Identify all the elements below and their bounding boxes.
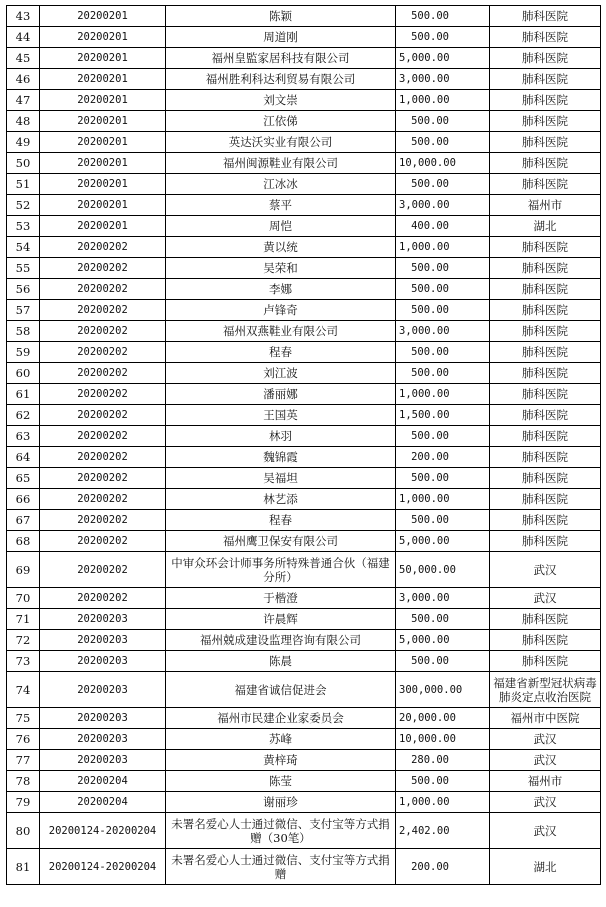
donation-amount: 500.00 [396,6,490,27]
donation-destination: 肺科医院 [490,237,601,258]
donor-name: 周恺 [166,216,396,237]
donation-destination: 肺科医院 [490,384,601,405]
donation-amount: 5,000.00 [396,48,490,69]
donation-amount: 500.00 [396,132,490,153]
table-row [7,69,601,90]
donation-destination: 武汉 [490,750,601,771]
table-row [7,90,601,111]
donation-date: 20200202 [40,300,166,321]
donor-name: 中审众环会计师事务所特殊普通合伙（福建分所） [166,552,396,588]
donor-name: 王国英 [166,405,396,426]
table-row [7,48,601,69]
table-row [7,447,601,468]
donation-amount: 1,000.00 [396,384,490,405]
donation-amount: 1,000.00 [396,237,490,258]
donation-date: 20200124-20200204 [40,849,166,885]
donation-date: 20200203 [40,651,166,672]
table-row [7,237,601,258]
donation-date: 20200201 [40,132,166,153]
donation-amount: 200.00 [396,849,490,885]
donor-name: 谢丽珍 [166,792,396,813]
donor-name: 林羽 [166,426,396,447]
donation-amount: 1,500.00 [396,405,490,426]
donor-name: 陈颖 [166,6,396,27]
donation-amount: 3,000.00 [396,195,490,216]
row-number: 43 [7,6,40,27]
donation-amount: 300,000.00 [396,672,490,708]
row-number: 75 [7,708,40,729]
row-number: 63 [7,426,40,447]
donation-amount: 280.00 [396,750,490,771]
donation-destination: 肺科医院 [490,174,601,195]
row-number: 69 [7,552,40,588]
table-row [7,588,601,609]
donation-destination: 肺科医院 [490,363,601,384]
table-row [7,468,601,489]
donor-name: 吴福坦 [166,468,396,489]
table-row [7,792,601,813]
donor-name: 刘文崇 [166,90,396,111]
donor-name: 吴荣和 [166,258,396,279]
table-row [7,609,601,630]
donation-date: 20200201 [40,216,166,237]
donor-name: 黄以统 [166,237,396,258]
donation-destination: 肺科医院 [490,27,601,48]
donation-amount: 1,000.00 [396,90,490,111]
donation-amount: 5,000.00 [396,531,490,552]
donor-name: 潘丽娜 [166,384,396,405]
donation-date: 20200201 [40,174,166,195]
table-row [7,300,601,321]
table-row [7,195,601,216]
table-row [7,708,601,729]
donation-date: 20200204 [40,771,166,792]
donation-amount: 500.00 [396,651,490,672]
table-row [7,321,601,342]
donation-amount: 500.00 [396,258,490,279]
row-number: 81 [7,849,40,885]
row-number: 68 [7,531,40,552]
table-row [7,342,601,363]
table-row [7,258,601,279]
donor-name: 福州兢成建设监理咨询有限公司 [166,630,396,651]
row-number: 53 [7,216,40,237]
table-row [7,111,601,132]
donation-destination: 肺科医院 [490,279,601,300]
donation-date: 20200203 [40,708,166,729]
donor-name: 程春 [166,510,396,531]
row-number: 79 [7,792,40,813]
donor-name: 于楷澄 [166,588,396,609]
donation-date: 20200202 [40,531,166,552]
donation-date: 20200202 [40,258,166,279]
donation-destination: 福州市 [490,195,601,216]
row-number: 64 [7,447,40,468]
donation-amount: 500.00 [396,609,490,630]
donation-date: 20200202 [40,447,166,468]
donor-name: 福州皇監家居科技有限公司 [166,48,396,69]
donor-name: 福州市民建企业家委员会 [166,708,396,729]
donor-name: 程春 [166,342,396,363]
donor-name: 福州闽源鞋业有限公司 [166,153,396,174]
donation-date: 20200201 [40,48,166,69]
row-number: 80 [7,813,40,849]
donation-amount: 500.00 [396,771,490,792]
donor-name: 周道刚 [166,27,396,48]
donor-name: 魏锦霞 [166,447,396,468]
donation-destination: 肺科医院 [490,405,601,426]
donation-destination: 肺科医院 [490,48,601,69]
donation-destination: 武汉 [490,552,601,588]
donation-amount: 500.00 [396,468,490,489]
donation-date: 20200202 [40,588,166,609]
row-number: 51 [7,174,40,195]
row-number: 67 [7,510,40,531]
donation-date: 20200203 [40,630,166,651]
donor-name: 江冰冰 [166,174,396,195]
donor-name: 未署名爱心人士通过微信、支付宝等方式捐赠 [166,849,396,885]
table-row [7,363,601,384]
donation-amount: 500.00 [396,174,490,195]
row-number: 62 [7,405,40,426]
row-number: 47 [7,90,40,111]
row-number: 72 [7,630,40,651]
donation-amount: 1,000.00 [396,489,490,510]
row-number: 74 [7,672,40,708]
donation-amount: 20,000.00 [396,708,490,729]
donation-date: 20200202 [40,321,166,342]
donor-name: 江依俤 [166,111,396,132]
table-row [7,849,601,885]
donor-name: 黄梓琦 [166,750,396,771]
donation-table [6,5,601,885]
table-row [7,510,601,531]
donation-date: 20200203 [40,672,166,708]
row-number: 44 [7,27,40,48]
donation-destination: 湖北 [490,849,601,885]
donation-amount: 400.00 [396,216,490,237]
donation-destination: 武汉 [490,729,601,750]
donation-destination: 肺科医院 [490,531,601,552]
donation-date: 20200202 [40,510,166,531]
table-row [7,729,601,750]
donation-destination: 肺科医院 [490,6,601,27]
donation-destination: 福州市中医院 [490,708,601,729]
row-number: 54 [7,237,40,258]
donation-date: 20200202 [40,405,166,426]
donation-destination: 肺科医院 [490,90,601,111]
row-number: 60 [7,363,40,384]
donation-destination: 肺科医院 [490,609,601,630]
donation-date: 20200202 [40,426,166,447]
donation-date: 20200202 [40,489,166,510]
donation-destination: 肺科医院 [490,321,601,342]
row-number: 45 [7,48,40,69]
row-number: 66 [7,489,40,510]
donation-date: 20200202 [40,363,166,384]
table-row [7,630,601,651]
donation-date: 20200201 [40,27,166,48]
donation-amount: 500.00 [396,426,490,447]
donation-destination: 肺科医院 [490,132,601,153]
row-number: 59 [7,342,40,363]
table-row [7,27,601,48]
donor-name: 福州鹰卫保安有限公司 [166,531,396,552]
donation-amount: 500.00 [396,279,490,300]
donor-name: 刘江波 [166,363,396,384]
donation-destination: 武汉 [490,588,601,609]
donor-name: 卢锋奇 [166,300,396,321]
donation-amount: 500.00 [396,510,490,531]
donation-destination: 肺科医院 [490,342,601,363]
donation-date: 20200201 [40,6,166,27]
row-number: 46 [7,69,40,90]
donation-destination: 肺科医院 [490,300,601,321]
row-number: 61 [7,384,40,405]
donor-name: 福州双燕鞋业有限公司 [166,321,396,342]
row-number: 76 [7,729,40,750]
donation-amount: 3,000.00 [396,321,490,342]
donor-name: 苏峰 [166,729,396,750]
donation-amount: 1,000.00 [396,792,490,813]
donation-destination: 福州市 [490,771,601,792]
donation-destination: 肺科医院 [490,651,601,672]
row-number: 52 [7,195,40,216]
donor-name: 陈晨 [166,651,396,672]
table-row [7,531,601,552]
row-number: 50 [7,153,40,174]
table-row [7,6,601,27]
donation-destination: 肺科医院 [490,489,601,510]
table-row [7,771,601,792]
table-row [7,132,601,153]
table-row [7,750,601,771]
donation-amount: 500.00 [396,27,490,48]
donation-amount: 50,000.00 [396,552,490,588]
donation-date: 20200204 [40,792,166,813]
donation-destination: 武汉 [490,813,601,849]
donation-table-body [7,6,601,885]
row-number: 78 [7,771,40,792]
table-row [7,426,601,447]
donation-destination: 肺科医院 [490,111,601,132]
donor-name: 未署名爱心人士通过微信、支付宝等方式捐赠（30笔） [166,813,396,849]
table-row [7,279,601,300]
row-number: 70 [7,588,40,609]
donation-amount: 500.00 [396,342,490,363]
table-row [7,489,601,510]
donation-date: 20200201 [40,195,166,216]
table-row [7,651,601,672]
donation-destination: 肺科医院 [490,69,601,90]
row-number: 48 [7,111,40,132]
donation-list-page [6,5,600,885]
donation-date: 20200202 [40,279,166,300]
donation-destination: 湖北 [490,216,601,237]
donation-amount: 3,000.00 [396,588,490,609]
donor-name: 许晨辉 [166,609,396,630]
donation-destination: 肺科医院 [490,630,601,651]
donation-destination: 肺科医院 [490,258,601,279]
donation-amount: 2,402.00 [396,813,490,849]
donation-date: 20200203 [40,609,166,630]
donation-amount: 500.00 [396,363,490,384]
donor-name: 蔡平 [166,195,396,216]
donor-name: 李娜 [166,279,396,300]
donation-amount: 10,000.00 [396,153,490,174]
donation-date: 20200202 [40,237,166,258]
donor-name: 福建省诚信促进会 [166,672,396,708]
donation-destination: 肺科医院 [490,426,601,447]
donation-destination: 福建省新型冠状病毒肺炎定点收治医院 [490,672,601,708]
donation-date: 20200201 [40,90,166,111]
donation-date: 20200203 [40,750,166,771]
donation-amount: 3,000.00 [396,69,490,90]
donation-amount: 200.00 [396,447,490,468]
row-number: 77 [7,750,40,771]
table-row [7,405,601,426]
table-row [7,153,601,174]
donation-date: 20200201 [40,153,166,174]
donor-name: 林艺添 [166,489,396,510]
row-number: 65 [7,468,40,489]
row-number: 49 [7,132,40,153]
table-row [7,216,601,237]
donation-destination: 肺科医院 [490,447,601,468]
donation-destination: 肺科医院 [490,510,601,531]
donation-destination: 肺科医院 [490,468,601,489]
donation-date: 20200201 [40,111,166,132]
donation-date: 20200202 [40,468,166,489]
donor-name: 英达沃实业有限公司 [166,132,396,153]
donation-amount: 500.00 [396,300,490,321]
row-number: 57 [7,300,40,321]
donation-destination: 武汉 [490,792,601,813]
donation-date: 20200124-20200204 [40,813,166,849]
table-row [7,174,601,195]
row-number: 56 [7,279,40,300]
donation-amount: 500.00 [396,111,490,132]
row-number: 58 [7,321,40,342]
table-row [7,813,601,849]
donor-name: 陈莹 [166,771,396,792]
donation-date: 20200202 [40,552,166,588]
table-row [7,384,601,405]
donation-amount: 10,000.00 [396,729,490,750]
donor-name: 福州胜利科达利贸易有限公司 [166,69,396,90]
donation-date: 20200202 [40,342,166,363]
row-number: 73 [7,651,40,672]
donation-date: 20200202 [40,384,166,405]
donation-destination: 肺科医院 [490,153,601,174]
donation-date: 20200203 [40,729,166,750]
table-row [7,552,601,588]
donation-amount: 5,000.00 [396,630,490,651]
row-number: 55 [7,258,40,279]
donation-date: 20200201 [40,69,166,90]
table-row [7,672,601,708]
row-number: 71 [7,609,40,630]
